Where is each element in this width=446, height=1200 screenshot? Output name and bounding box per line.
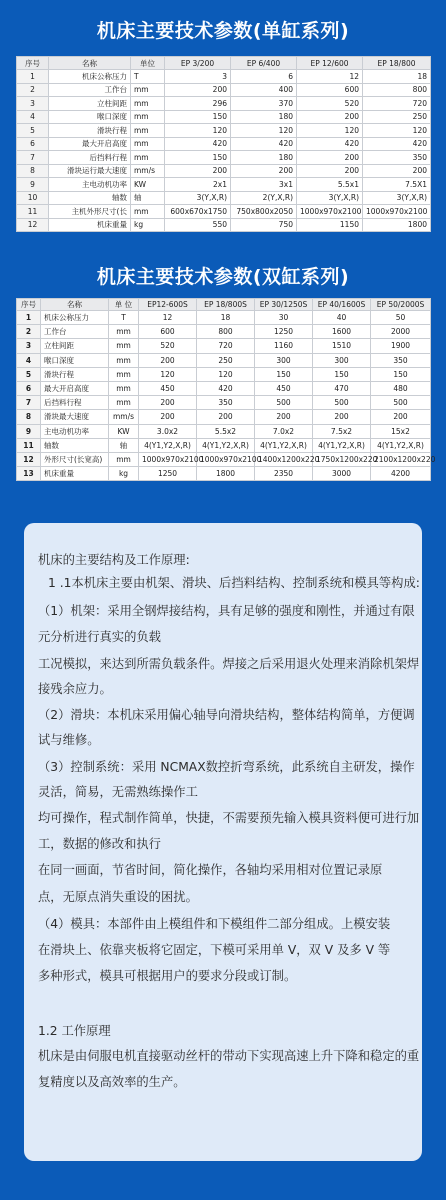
description-line: 工况模拟，来达到所需负载条件。焊接之后采用退火处理来消除机架焊: [38, 657, 420, 671]
row-number: 12: [17, 452, 41, 466]
description-line: （2）滑块：本机床采用偏心轴导向滑块结构，整体结构简单，方便调: [38, 708, 415, 722]
value-cell: 1600: [313, 325, 371, 339]
parameter-name: 最大开启高度: [49, 137, 131, 151]
table-row: [17, 396, 431, 410]
value-cell: 120: [139, 367, 197, 381]
value-cell: 40: [313, 311, 371, 325]
table-row: [17, 164, 431, 178]
parameter-name: 滑块最大速度: [41, 410, 109, 424]
row-number: 7: [17, 151, 49, 165]
table-row: [17, 151, 431, 165]
value-cell: 550: [165, 218, 231, 232]
parameter-name: 最大开启高度: [41, 381, 109, 395]
value-cell: 180: [231, 110, 297, 124]
table-row: [17, 339, 431, 353]
table-row: [17, 467, 431, 481]
table-row: [17, 410, 431, 424]
row-number: 1: [17, 311, 41, 325]
value-cell: 150: [255, 367, 313, 381]
parameter-name: 滑块行程: [41, 367, 109, 381]
unit-cell: mm/s: [131, 164, 165, 178]
unit-cell: mm: [109, 353, 139, 367]
table-row: [17, 83, 431, 97]
value-cell: 450: [255, 381, 313, 395]
column-header: EP 6/400: [231, 57, 297, 70]
value-cell: 1400x1200x220: [255, 452, 313, 466]
value-cell: 370: [231, 97, 297, 111]
value-cell: 350: [197, 396, 255, 410]
description-line: 复精度以及高效率的生产。: [38, 1075, 186, 1089]
value-cell: 200: [255, 410, 313, 424]
value-cell: 180: [231, 151, 297, 165]
value-cell: 12: [297, 70, 363, 84]
value-cell: 200: [231, 164, 297, 178]
row-number: 7: [17, 396, 41, 410]
value-cell: 450: [139, 381, 197, 395]
table-row: [17, 70, 431, 84]
description-line: （3）控制系统：采用 NCMAX数控折弯系统，此系统自主研发，操作: [38, 760, 415, 774]
value-cell: 7.5x2: [313, 424, 371, 438]
value-cell: 350: [371, 353, 431, 367]
unit-cell: KW: [131, 178, 165, 192]
single-cylinder-spec-table: [16, 56, 431, 232]
unit-cell: mm: [109, 381, 139, 395]
value-cell: 1000x970x2100: [197, 452, 255, 466]
unit-cell: mm: [109, 325, 139, 339]
description-line: 工，数据的修改和执行: [38, 837, 161, 851]
value-cell: 5.5x2: [197, 424, 255, 438]
parameter-name: 喉口深度: [49, 110, 131, 124]
value-cell: 350: [363, 151, 431, 165]
table-row: [17, 367, 431, 381]
column-header: 名称: [49, 57, 131, 70]
unit-cell: mm: [131, 83, 165, 97]
single-cylinder-title: 机床主要技术参数(单缸系列): [96, 20, 350, 42]
table-row: [17, 110, 431, 124]
table-row: [17, 218, 431, 232]
description-line: 在滑块上、依靠夹板将它固定，下模可采用单 V，双 V 及多 V 等: [38, 943, 391, 957]
unit-cell: mm: [109, 452, 139, 466]
unit-cell: KW: [109, 424, 139, 438]
value-cell: 150: [313, 367, 371, 381]
value-cell: 200: [297, 151, 363, 165]
value-cell: 250: [363, 110, 431, 124]
unit-cell: mm: [109, 396, 139, 410]
parameter-name: 机床公称压力: [49, 70, 131, 84]
parameter-name: 主机外形尺寸(长: [49, 205, 131, 219]
row-number: 8: [17, 410, 41, 424]
unit-cell: T: [109, 311, 139, 325]
value-cell: 750: [231, 218, 297, 232]
parameter-name: 滑块运行最大速度: [49, 164, 131, 178]
value-cell: 1800: [363, 218, 431, 232]
row-number: 3: [17, 97, 49, 111]
value-cell: 420: [231, 137, 297, 151]
unit-cell: mm: [131, 137, 165, 151]
value-cell: 3.0x2: [139, 424, 197, 438]
unit-cell: mm: [131, 151, 165, 165]
parameter-name: 滑块行程: [49, 124, 131, 138]
dual-cylinder-spec-table: [16, 298, 436, 481]
value-cell: 1160: [255, 339, 313, 353]
value-cell: 12: [139, 311, 197, 325]
column-header: 序号: [17, 299, 41, 311]
value-cell: 3: [165, 70, 231, 84]
value-cell: 300: [313, 353, 371, 367]
value-cell: 120: [165, 124, 231, 138]
parameter-name: 主电动机功率: [41, 424, 109, 438]
value-cell: 3x1: [231, 178, 297, 192]
unit-cell: mm: [131, 97, 165, 111]
value-cell: 200: [139, 396, 197, 410]
value-cell: 120: [197, 367, 255, 381]
value-cell: 750x800x2050: [231, 205, 297, 219]
row-number: 11: [17, 438, 41, 452]
value-cell: 4(Y1,Y2,X,R): [139, 438, 197, 452]
subsection-heading: 1.2 工作原理: [38, 1024, 111, 1038]
value-cell: 3(Y,X,R): [297, 191, 363, 205]
description-line: 多种形式，模具可根据用户的要求分段或订制。: [38, 969, 297, 983]
value-cell: 1510: [313, 339, 371, 353]
value-cell: 120: [231, 124, 297, 138]
parameter-name: 主电动机功率: [49, 178, 131, 192]
value-cell: 520: [139, 339, 197, 353]
value-cell: 200: [197, 410, 255, 424]
parameter-name: 后挡料行程: [49, 151, 131, 165]
value-cell: 2100x1200x220: [371, 452, 431, 466]
table-row: [17, 452, 431, 466]
unit-cell: 轴: [109, 438, 139, 452]
table-row: [17, 191, 431, 205]
column-header: 单 位: [109, 299, 139, 311]
value-cell: 4200: [371, 467, 431, 481]
column-header: EP 50/2000S: [371, 299, 431, 311]
column-header: EP12-600S: [139, 299, 197, 311]
table-row: [17, 381, 431, 395]
table-header-row: [17, 299, 431, 311]
value-cell: 3000: [313, 467, 371, 481]
parameter-name: 轴数: [41, 438, 109, 452]
value-cell: 120: [297, 124, 363, 138]
row-number: 2: [17, 325, 41, 339]
description-card: [24, 523, 422, 1161]
parameter-name: 工作台: [41, 325, 109, 339]
value-cell: 1000x970x2100: [297, 205, 363, 219]
row-number: 8: [17, 164, 49, 178]
value-cell: 200: [165, 83, 231, 97]
value-cell: 18: [197, 311, 255, 325]
row-number: 2: [17, 83, 49, 97]
value-cell: 200: [313, 410, 371, 424]
value-cell: 1750x1200x220: [313, 452, 371, 466]
unit-cell: mm: [131, 205, 165, 219]
unit-cell: 轴: [131, 191, 165, 205]
row-number: 3: [17, 339, 41, 353]
value-cell: 50: [371, 311, 431, 325]
value-cell: 400: [231, 83, 297, 97]
value-cell: 30: [255, 311, 313, 325]
row-number: 13: [17, 467, 41, 481]
column-header: EP 18/800: [363, 57, 431, 70]
value-cell: 120: [363, 124, 431, 138]
column-header: EP 40/1600S: [313, 299, 371, 311]
value-cell: 1000x970x2100: [139, 452, 197, 466]
value-cell: 6: [231, 70, 297, 84]
dual-cylinder-title: 机床主要技术参数(双缸系列): [96, 266, 350, 288]
table-row: [17, 124, 431, 138]
table-row: [17, 353, 431, 367]
row-number: 5: [17, 367, 41, 381]
value-cell: 720: [363, 97, 431, 111]
column-header: EP 3/200: [165, 57, 231, 70]
row-number: 5: [17, 124, 49, 138]
description-line: （1）机架：采用全钢焊接结构，具有足够的强度和刚性，并通过有限: [38, 604, 415, 618]
value-cell: 200: [297, 110, 363, 124]
value-cell: 18: [363, 70, 431, 84]
description-line: 点，无原点消失重设的困扰。: [38, 890, 198, 904]
parameter-name: 机床重量: [49, 218, 131, 232]
value-cell: 500: [371, 396, 431, 410]
value-cell: 2000: [371, 325, 431, 339]
value-cell: 296: [165, 97, 231, 111]
description-line: 均可操作，程式制作简单，快捷，不需要预先输入模具资料便可进行加: [38, 811, 420, 825]
unit-cell: mm: [109, 367, 139, 381]
value-cell: 200: [363, 164, 431, 178]
table-row: [17, 97, 431, 111]
unit-cell: kg: [131, 218, 165, 232]
value-cell: 420: [165, 137, 231, 151]
value-cell: 420: [197, 381, 255, 395]
table-row: [17, 311, 431, 325]
value-cell: 1250: [139, 467, 197, 481]
row-number: 9: [17, 178, 49, 192]
table-row: [17, 178, 431, 192]
value-cell: 470: [313, 381, 371, 395]
value-cell: 150: [165, 151, 231, 165]
value-cell: 600x670x1750: [165, 205, 231, 219]
value-cell: 4(Y1,Y2,X,R): [197, 438, 255, 452]
column-header: EP 18/800S: [197, 299, 255, 311]
value-cell: 420: [363, 137, 431, 151]
row-number: 11: [17, 205, 49, 219]
value-cell: 800: [197, 325, 255, 339]
value-cell: 480: [371, 381, 431, 395]
unit-cell: mm: [131, 124, 165, 138]
description-line: 试与维修。: [38, 733, 100, 747]
value-cell: 500: [313, 396, 371, 410]
parameter-name: 立柱间距: [41, 339, 109, 353]
unit-cell: mm: [131, 110, 165, 124]
table-row: [17, 325, 431, 339]
table-row: [17, 438, 431, 452]
value-cell: 4(Y1,Y2,X,R): [255, 438, 313, 452]
value-cell: 520: [297, 97, 363, 111]
row-number: 1: [17, 70, 49, 84]
parameter-name: 机床重量: [41, 467, 109, 481]
value-cell: 2(Y,X,R): [231, 191, 297, 205]
value-cell: 1250: [255, 325, 313, 339]
value-cell: 4(Y1,Y2,X,R): [313, 438, 371, 452]
row-number: 10: [17, 191, 49, 205]
unit-cell: T: [131, 70, 165, 84]
description-line: 灵活，简易，无需熟练操作工: [38, 785, 198, 799]
value-cell: 500: [255, 396, 313, 410]
value-cell: 4(Y1,Y2,X,R): [371, 438, 431, 452]
value-cell: 200: [139, 410, 197, 424]
row-number: 6: [17, 381, 41, 395]
row-number: 4: [17, 353, 41, 367]
unit-cell: mm: [109, 339, 139, 353]
row-number: 4: [17, 110, 49, 124]
parameter-name: 机床公称压力: [41, 311, 109, 325]
value-cell: 3(Y,X,R): [363, 191, 431, 205]
value-cell: 200: [371, 410, 431, 424]
value-cell: 2350: [255, 467, 313, 481]
description-heading: 机床的主要结构及工作原理:: [38, 553, 190, 567]
row-number: 6: [17, 137, 49, 151]
table-row: [17, 424, 431, 438]
description-line: 在同一画面，节省时间，简化操作，各轴均采用相对位置记录原: [38, 863, 383, 877]
value-cell: 720: [197, 339, 255, 353]
value-cell: 2x1: [165, 178, 231, 192]
value-cell: 250: [197, 353, 255, 367]
description-line: 1 .1本机床主要由机架、滑块、后挡料结构、控制系统和模具等构成:: [48, 576, 420, 590]
parameter-name: 后挡料行程: [41, 396, 109, 410]
row-number: 9: [17, 424, 41, 438]
table-header-row: [17, 57, 431, 70]
value-cell: 7.5X1: [363, 178, 431, 192]
table-row: [17, 137, 431, 151]
value-cell: 1800: [197, 467, 255, 481]
column-header: EP 12/600: [297, 57, 363, 70]
value-cell: 200: [165, 164, 231, 178]
row-number: 12: [17, 218, 49, 232]
column-header: 序号: [17, 57, 49, 70]
parameter-name: 立柱间距: [49, 97, 131, 111]
column-header: EP 30/1250S: [255, 299, 313, 311]
unit-cell: kg: [109, 467, 139, 481]
value-cell: 1900: [371, 339, 431, 353]
value-cell: 200: [297, 164, 363, 178]
parameter-name: 喉口深度: [41, 353, 109, 367]
unit-cell: mm/s: [109, 410, 139, 424]
value-cell: 200: [139, 353, 197, 367]
description-line: 接残余应力。: [38, 682, 112, 696]
value-cell: 150: [165, 110, 231, 124]
description-line: 机床是由伺服电机直接驱动丝杆的带动下实现高速上升下降和稳定的重: [38, 1049, 420, 1063]
parameter-name: 轴数: [49, 191, 131, 205]
value-cell: 800: [363, 83, 431, 97]
value-cell: 3(Y,X,R): [165, 191, 231, 205]
value-cell: 600: [139, 325, 197, 339]
value-cell: 300: [255, 353, 313, 367]
value-cell: 7.0x2: [255, 424, 313, 438]
value-cell: 15x2: [371, 424, 431, 438]
table-row: [17, 205, 431, 219]
value-cell: 150: [371, 367, 431, 381]
column-header: 名称: [41, 299, 109, 311]
column-header: 单位: [131, 57, 165, 70]
description-line: （4）模具：本部件由上模组件和下模组件二部分组成。上模安装: [38, 917, 391, 931]
value-cell: 420: [297, 137, 363, 151]
value-cell: 5.5x1: [297, 178, 363, 192]
value-cell: 1150: [297, 218, 363, 232]
value-cell: 1000x970x2100: [363, 205, 431, 219]
parameter-name: 工作台: [49, 83, 131, 97]
value-cell: 600: [297, 83, 363, 97]
description-line: 元分析进行真实的负载: [38, 630, 161, 644]
parameter-name: 外形尺寸(长宽高): [41, 452, 109, 466]
